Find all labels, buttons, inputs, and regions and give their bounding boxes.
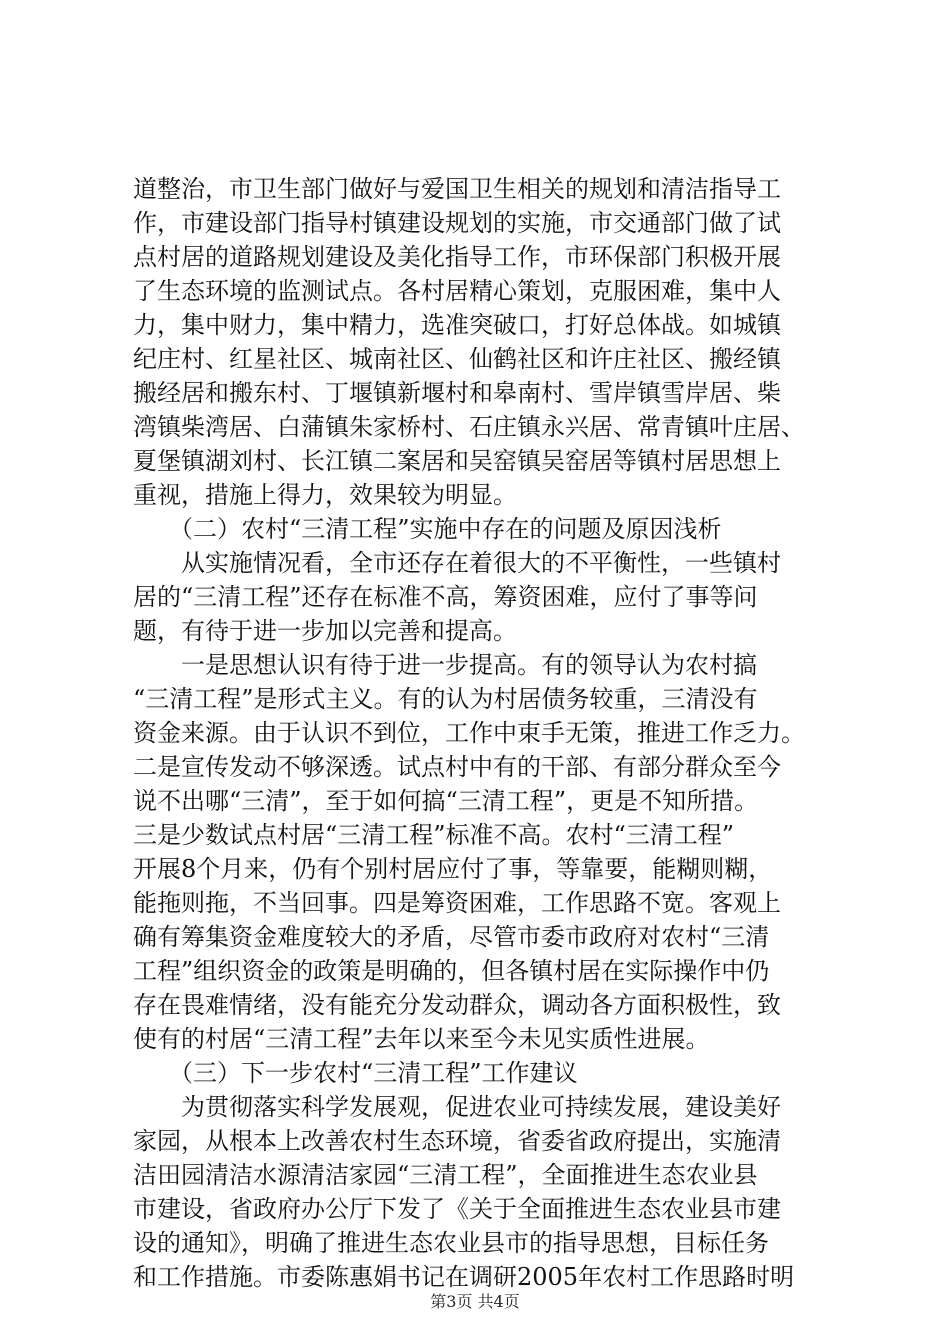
text-line: 从实施情况看，全市还存在着很大的不平衡性，一些镇村 <box>133 549 781 577</box>
text-line: 二是宣传发动不够深透。试点村中有的干部、有部分群众至今 <box>133 753 781 781</box>
text-line: 使有的村居“三清工程”去年以来至今未见实质性进展。 <box>133 1025 710 1053</box>
section-heading: （二）农村“三清工程”实施中存在的问题及原因浅析 <box>133 515 722 543</box>
body-text <box>133 172 833 1294</box>
text-line: 资金来源。由于认识不到位，工作中束手无策，推进工作乏力。 <box>133 719 805 747</box>
text-line: 一是思想认识有待于进一步提高。有的领导认为农村搞 <box>133 651 757 679</box>
text-line: 重视，措施上得力，效果较为明显。 <box>133 481 517 509</box>
text-line: 说不出哪“三清”，至于如何搞“三清工程”，更是不知所措。 <box>133 787 759 815</box>
text-line: 夏堡镇湖刘村、长江镇二案居和吴窑镇吴窑居等镇村居思想上 <box>133 447 781 475</box>
text-line: 点村居的道路规划建设及美化指导工作，市环保部门积极开展 <box>133 243 781 271</box>
text-line: 纪庄村、红星社区、城南社区、仙鹤社区和许庄社区、搬经镇 <box>133 345 781 373</box>
text-line: 能拖则拖，不当回事。四是筹资困难，工作思路不宽。客观上 <box>133 889 781 917</box>
text-line: 设的通知》，明确了推进生态农业县市的指导思想，目标任务 <box>133 1229 769 1257</box>
text-line: 存在畏难情绪，没有能充分发动群众，调动各方面积极性，致 <box>133 991 781 1019</box>
text-line: 题，有待于进一步加以完善和提高。 <box>133 617 517 645</box>
text-line: 和工作措施。市委陈惠娟书记在调研2005年农村工作思路时明 <box>133 1263 795 1291</box>
text-line: 了生态环境的监测试点。各村居精心策划，克服困难，集中人 <box>133 277 781 305</box>
text-line: 作，市建设部门指导村镇建设规划的实施，市交通部门做了试 <box>133 209 781 237</box>
text-line: 力，集中财力，集中精力，选准突破口，打好总体战。如城镇 <box>133 311 781 339</box>
text-line: 居的“三清工程”还存在标准不高，筹资困难，应付了事等问 <box>133 583 758 611</box>
text-line: 湾镇柴湾居、白蒲镇朱家桥村、石庄镇永兴居、常青镇叶庄居、 <box>133 413 805 441</box>
text-line: 市建设，省政府办公厅下发了《关于全面推进生态农业县市建 <box>133 1195 781 1223</box>
page-number-footer: 第3页 共4页 <box>430 1292 520 1311</box>
text-line: 三是少数试点村居“三清工程”标准不高。农村“三清工程” <box>133 821 735 849</box>
text-line: 为贯彻落实科学发展观，促进农业可持续发展，建设美好 <box>133 1093 781 1121</box>
text-line: 洁田园清洁水源清洁家园“三清工程”，全面推进生态农业县 <box>133 1161 758 1189</box>
text-line: 确有筹集资金难度较大的矛盾，尽管市委市政府对农村“三清 <box>133 923 770 951</box>
text-line: 家园，从根本上改善农村生态环境，省委省政府提出，实施清 <box>133 1127 781 1155</box>
text-line: 道整治，市卫生部门做好与爱国卫生相关的规划和清洁指导工 <box>133 175 781 203</box>
text-line: 工程”组织资金的政策是明确的，但各镇村居在实际操作中仍 <box>133 957 770 985</box>
text-line: 开展8个月来，仍有个别村居应付了事，等靠要，能糊则糊， <box>133 855 773 883</box>
text-line: 搬经居和搬东村、丁堰镇新堰村和皋南村、雪岸镇雪岸居、柴 <box>133 379 781 407</box>
section-heading: （三）下一步农村“三清工程”工作建议 <box>133 1059 578 1087</box>
text-line: “三清工程”是形式主义。有的认为村居债务较重，三清没有 <box>133 685 758 713</box>
